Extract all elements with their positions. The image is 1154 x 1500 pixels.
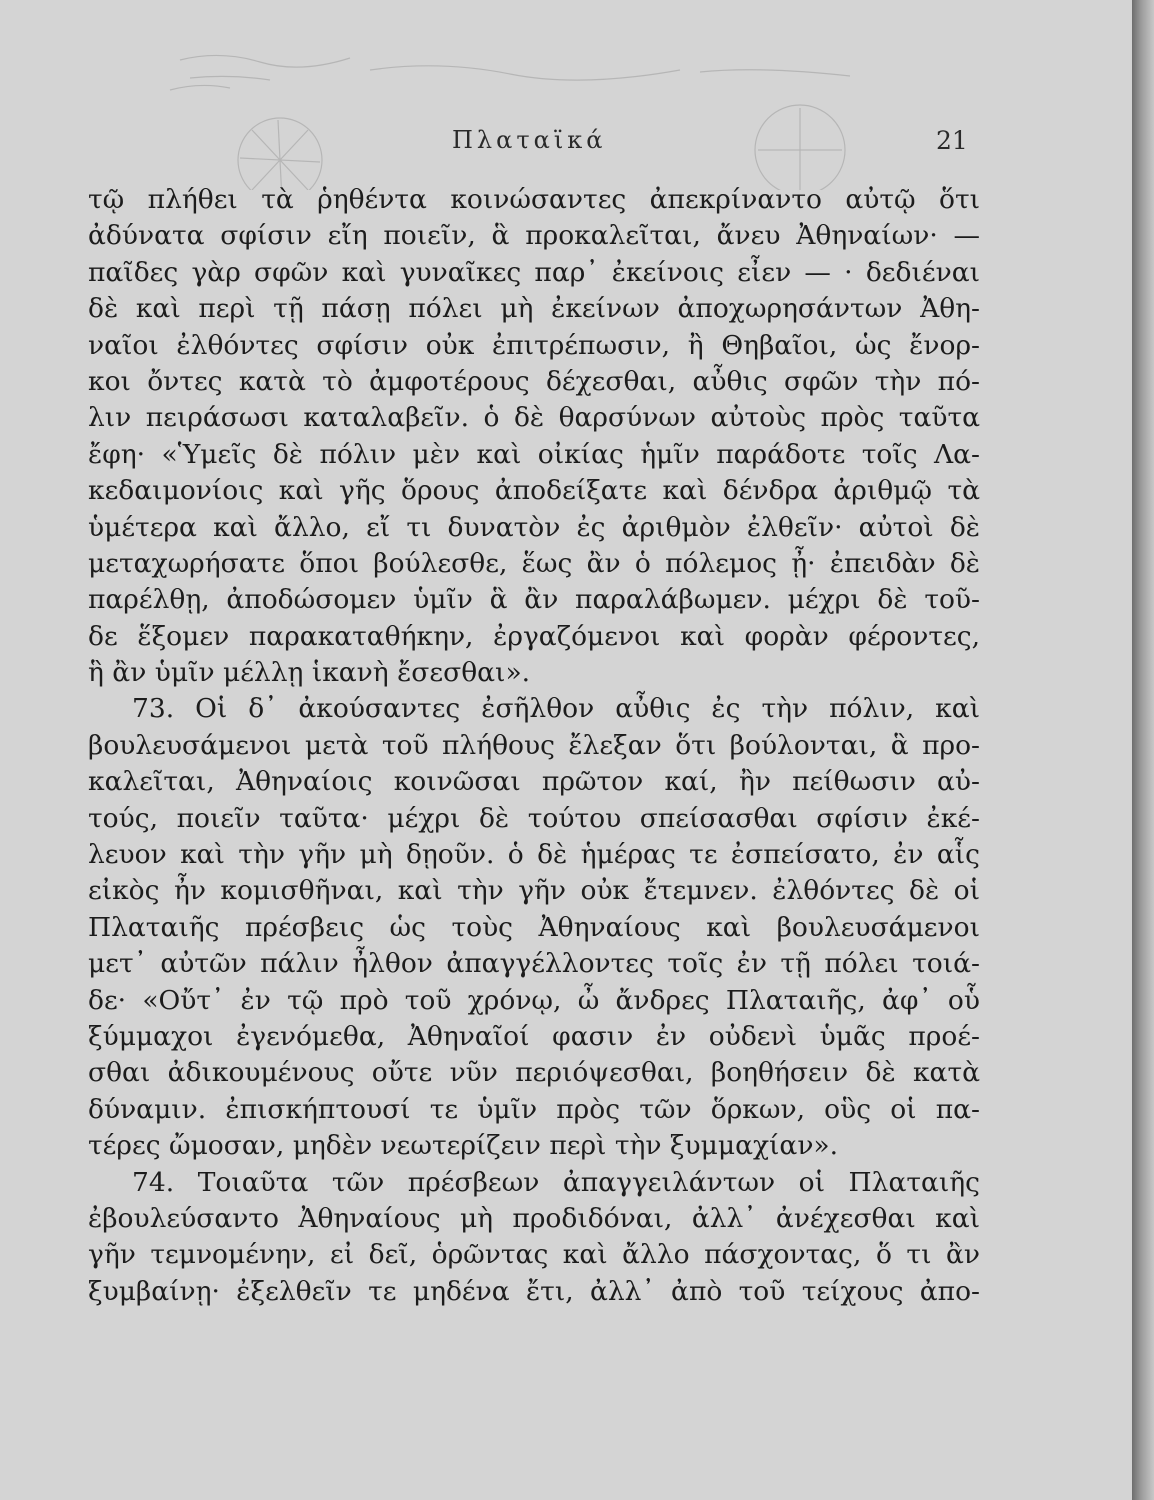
text-line: μετ᾽ αὐτῶν πάλιν ἦλθον ἀπαγγέλλοντες τοῖς ἐν τῇ πόλει τοιά- [88, 948, 980, 980]
text-line: δε· «Οὔτ᾽ ἐν τῷ πρὸ τοῦ χρόνῳ, ὦ ἄνδρες Πλαταιῆς, ἀφ᾽ οὗ [88, 984, 980, 1016]
text-line: ἐβουλεύσαντο Ἀθηναίους μὴ προδιδόναι, ἀλλ᾽ ἀνέχεσθαι καὶ [88, 1202, 980, 1234]
text-line: τῷ πλήθει τὰ ῥηθέντα κοινώσαντες ἀπεκρίναντο αὐτῷ ὅτι [88, 184, 980, 215]
show-through-sketch [160, 30, 920, 190]
text-line: βουλευσάμενοι μετὰ τοῦ πλήθους ἔλεξαν ὅτι βούλονται, ἃ προ- [88, 729, 980, 761]
text-line: κοι ὄντες κατὰ τὸ ἀμφοτέρους δέχεσθαι, αὖθις σφῶν τὴν πό- [88, 365, 980, 397]
text-line: σθαι ἀδικουμένους οὔτε νῦν περιόψεσθαι, βοηθήσειν δὲ κατὰ [88, 1057, 980, 1089]
running-title: Πλαταϊκά [452, 126, 607, 154]
page-number: 21 [936, 126, 968, 155]
text-line: ξύμμαχοι ἐγενόμεθα, Ἀθηναῖοί φασιν ἐν οὐδενὶ ὑμᾶς προέ- [88, 1020, 980, 1052]
text-line: ἔφη· «Ὑμεῖς δὲ πόλιν μὲν καὶ οἰκίας ἡμῖν παράδοτε τοῖς Λα- [88, 438, 980, 470]
text-line: γῆν τεμνομένην, εἰ δεῖ, ὁρῶντας καὶ ἄλλο πάσχοντας, ὅ τι ἂν [88, 1239, 980, 1271]
section-start-73: 73. Οἱ δ᾽ ἀκούσαντες ἐσῆλθον αὖθις ἐς τὴν πόλιν, καὶ [132, 693, 980, 725]
text-line: εἰκὸς ἦν κομισθῆναι, καὶ τὴν γῆν οὐκ ἔτεμνεν. ἐλθόντες δὲ οἱ [88, 875, 980, 907]
text-line: τούς, ποιεῖν ταῦτα· μέχρι δὲ τούτου σπείσασθαι σφίσιν ἐκέ- [88, 802, 980, 834]
text-line: δὲ καὶ περὶ τῇ πάσῃ πόλει μὴ ἐκείνων ἀποχωρησάντων Ἀθη- [88, 293, 980, 325]
text-line: παῖδες γὰρ σφῶν καὶ γυναῖκες παρ᾽ ἐκείνοις εἶεν — · δεδιέναι [88, 256, 980, 288]
text-line: λευον καὶ τὴν γῆν μὴ δῃοῦν. ὁ δὲ ἡμέρας τε ἐσπείσατο, ἐν αἷς [88, 839, 980, 871]
main-text [88, 182, 980, 1310]
text-line: ξυμβαίνῃ· ἐξελθεῖν τε μηδένα ἔτι, ἀλλ᾽ ἀπὸ τοῦ τείχους ἀπο- [88, 1275, 980, 1307]
page-edge-shadow [1132, 0, 1154, 1500]
text-line: τέρες ὤμοσαν, μηδὲν νεωτερίζειν περὶ τὴν ξυμμαχίαν». [88, 1130, 839, 1162]
text-line: ἣ ἂν ὑμῖν μέλλῃ ἱκανὴ ἔσεσθαι». [88, 657, 531, 689]
page-header [0, 126, 1132, 166]
text-line: δύναμιν. ἐπισκήπτουσί τε ὑμῖν πρὸς τῶν ὅρκων, οὓς οἱ πα- [88, 1093, 980, 1125]
text-line: δε ἕξομεν παρακαταθήκην, ἐργαζόμενοι καὶ φορὰν φέροντες, [88, 620, 980, 652]
text-line: λιν πειράσωσι καταλαβεῖν. ὁ δὲ θαρσύνων αὐτοὺς πρὸς ταῦτα [88, 402, 980, 434]
text-line: παρέλθῃ, ἀποδώσομεν ὑμῖν ἃ ἂν παραλάβωμεν. μέχρι δὲ τοῦ- [88, 584, 980, 616]
text-line: ὑμέτερα καὶ ἄλλο, εἴ τι δυνατὸν ἐς ἀριθμὸν ἐλθεῖν· αὐτοὶ δὲ [88, 511, 980, 543]
text-line: ναῖοι ἐλθόντες σφίσιν οὐκ ἐπιτρέπωσιν, ἢ Θηβαῖοι, ὡς ἔνορ- [88, 329, 980, 361]
section-start-74: 74. Τοιαῦτα τῶν πρέσβεων ἀπαγγειλάντων οἱ Πλαταιῆς [132, 1166, 980, 1198]
text-line: κεδαιμονίοις καὶ γῆς ὅρους ἀποδείξατε καὶ δένδρα ἀριθμῷ τὰ [88, 475, 980, 507]
text-line: καλεῖται, Ἀθηναίοις κοινῶσαι πρῶτον καί, ἢν πείθωσιν αὐ- [88, 766, 980, 798]
text-line: Πλαταιῆς πρέσβεις ὡς τοὺς Ἀθηναίους καὶ βουλευσάμενοι [88, 911, 980, 943]
text-line: μεταχωρήσατε ὅποι βούλεσθε, ἕως ἂν ὁ πόλεμος ᾖ· ἐπειδὰν δὲ [88, 547, 980, 579]
text-line: ἀδύνατα σφίσιν εἴη ποιεῖν, ἃ προκαλεῖται, ἄνευ Ἀθηναίων· — [88, 220, 980, 252]
